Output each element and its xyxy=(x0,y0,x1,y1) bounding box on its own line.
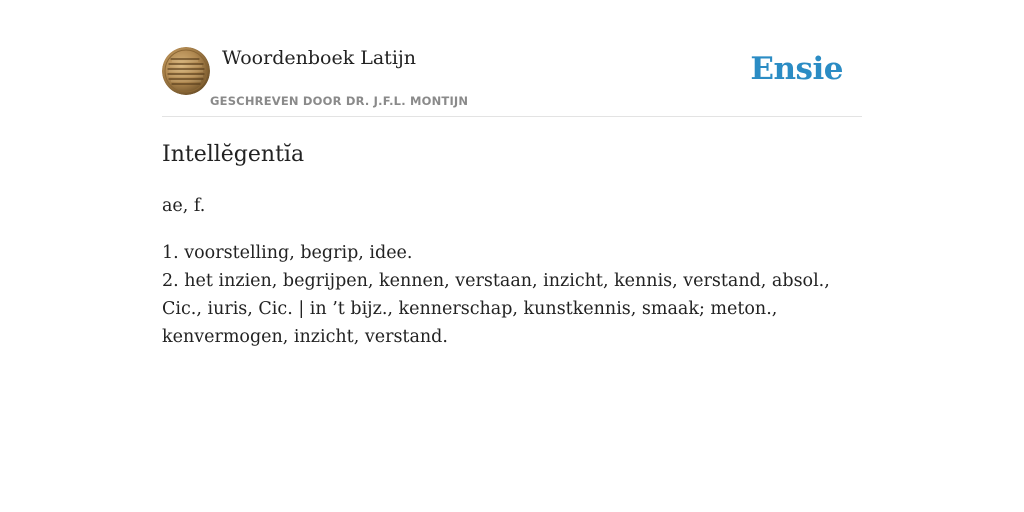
coin-inscription-icon[interactable] xyxy=(162,47,210,95)
definition-item: 2. het inzien, begrijpen, kennen, verstaan, inzicht, kennis, verstand, absol., Cic., iuris, Cic. | in ’t bijz., kennerschap, kunstkennis, smaak; meton., kenvermogen, inzicht, verstand. xyxy=(162,271,830,347)
dictionary-title[interactable]: Woordenboek Latijn xyxy=(222,47,417,69)
entry-title: Intellĕgentĭa xyxy=(162,142,305,167)
author-byline: GESCHREVEN DOOR DR. J.F.L. MONTIJN xyxy=(210,94,469,108)
page-container xyxy=(162,0,862,347)
definition-item: 1. voorstelling, begrip, idee. xyxy=(162,243,413,263)
grammar-info: ae, f. xyxy=(162,196,206,216)
site-header xyxy=(162,0,862,117)
brand-logo[interactable]: Ensie xyxy=(750,51,843,87)
definition-list xyxy=(162,239,862,351)
